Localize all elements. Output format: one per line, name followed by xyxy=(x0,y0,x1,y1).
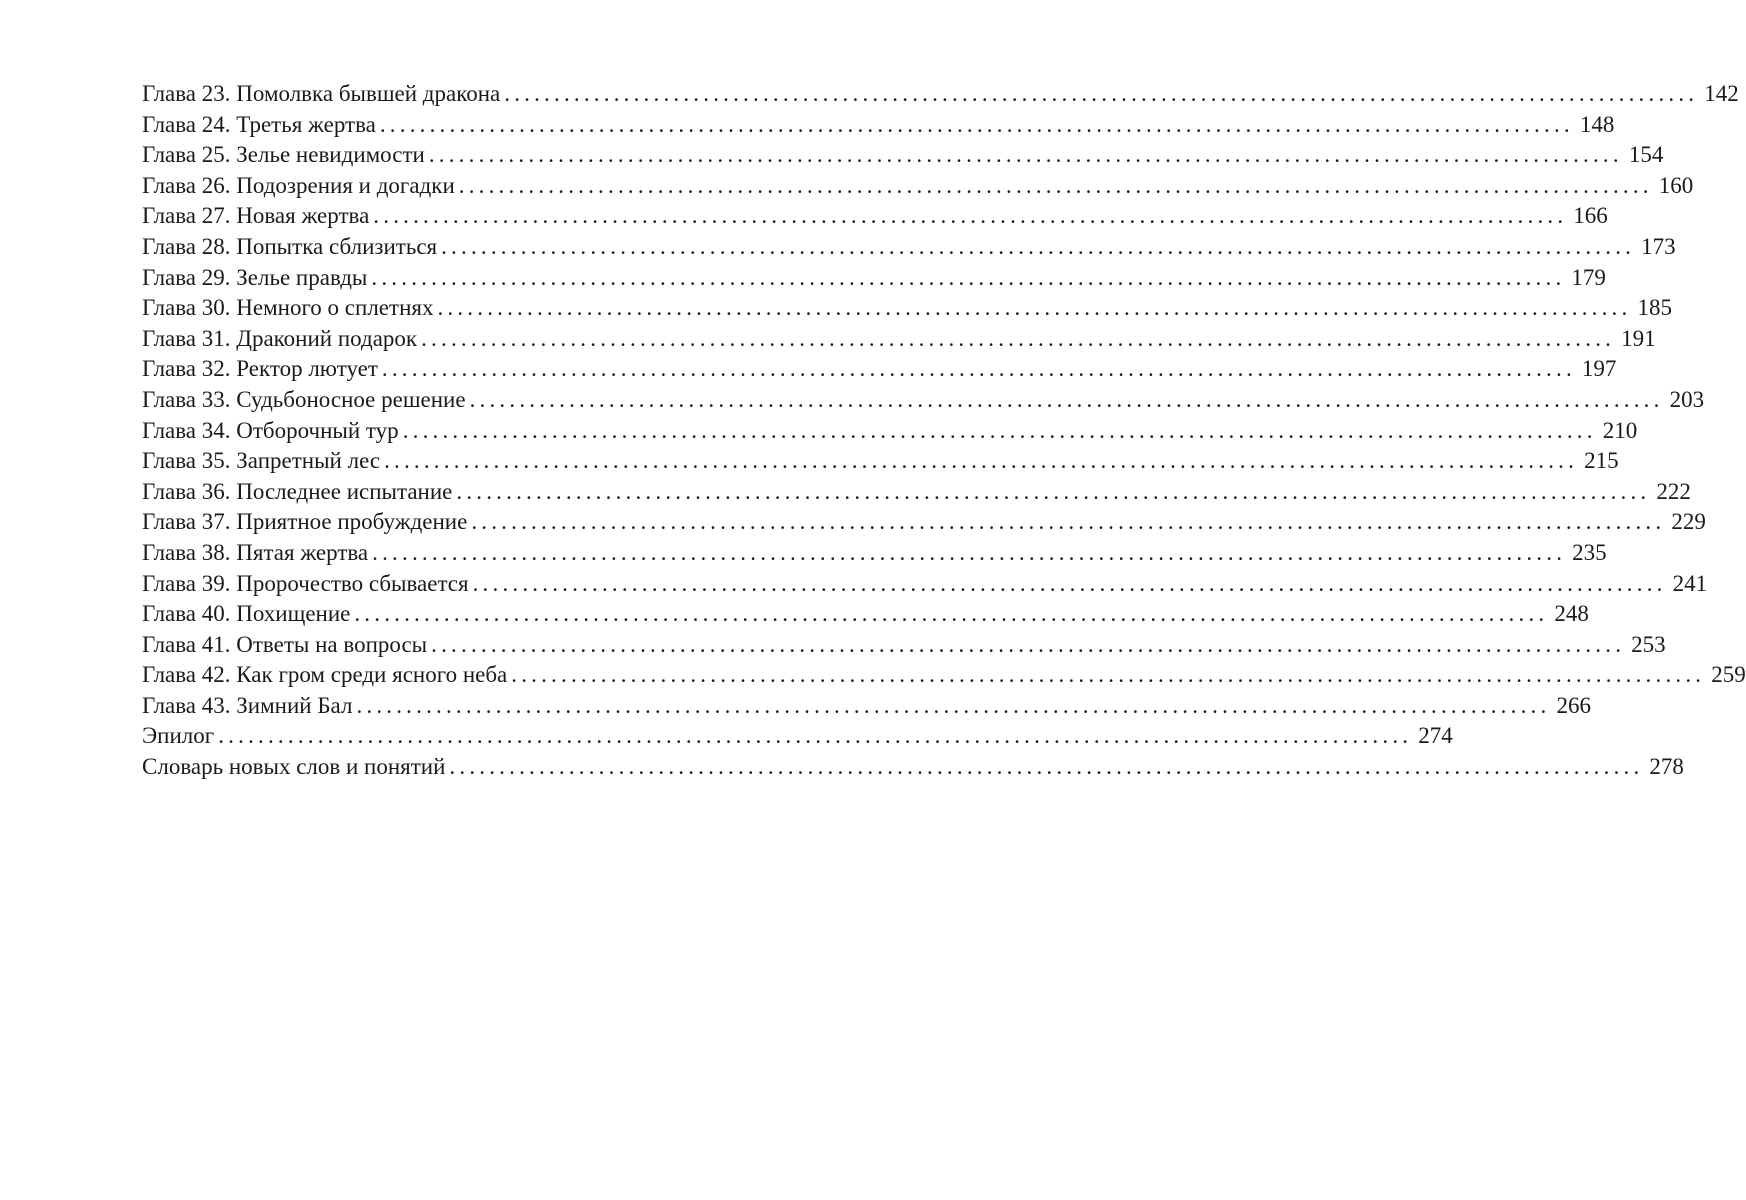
toc-entry-page: 266 xyxy=(1556,692,1591,718)
dot-leader: ........................................................................................................................ xyxy=(381,356,1576,382)
toc-entry-title: Глава 38. Пятая жертва xyxy=(142,539,369,565)
toc-entry-title: Глава 35. Запретный лес xyxy=(142,448,381,474)
toc-entry-title: Глава 28. Попытка сблизиться xyxy=(142,233,438,259)
toc-entry-page: 173 xyxy=(1641,233,1676,259)
toc-entry xyxy=(142,630,1666,661)
toc-entry-page: 160 xyxy=(1658,172,1694,198)
dot-leader: ........................................................................................................................ xyxy=(511,662,1706,688)
toc-entry-title: Глава 23. Помолвка бывшей дракона xyxy=(142,81,501,106)
toc-entry-page: 259 xyxy=(1711,662,1746,688)
toc-entry-title: Глава 41. Ответы на вопросы xyxy=(142,631,428,657)
toc-entry xyxy=(142,171,1694,202)
toc-entry-page: 274 xyxy=(1418,723,1453,749)
toc-entry-title: Глава 36. Последнее испытание xyxy=(142,478,453,504)
dot-leader: ........................................................................................................................ xyxy=(421,325,1616,351)
toc-entry-title: Глава 37. Приятное пробуждение xyxy=(142,509,468,535)
dot-leader: ........................................................................................................................ xyxy=(431,631,1626,657)
toc-entry-title: Эпилог xyxy=(142,723,215,749)
toc-entry xyxy=(142,599,1589,630)
dot-leader: ........................................................................................................................ xyxy=(379,111,1574,137)
toc-entry-page: 148 xyxy=(1579,111,1615,137)
toc-entry-title: Глава 26. Подозрения и догадки xyxy=(142,172,455,198)
toc-entry-page: 248 xyxy=(1554,601,1589,627)
toc-entry-page: 179 xyxy=(1571,264,1606,290)
toc-entry xyxy=(142,477,1691,508)
toc-entry-title: Глава 25. Зелье невидимости xyxy=(142,142,425,168)
toc-entry-page: 253 xyxy=(1631,631,1666,657)
dot-leader: ........................................................................................................................ xyxy=(373,203,1568,229)
toc-entry xyxy=(142,232,1676,263)
toc-entry-title: Глава 32. Ректор лютует xyxy=(142,356,378,382)
toc-entry xyxy=(142,691,1591,722)
toc-entry xyxy=(142,263,1606,294)
toc-entry-title: Глава 34. Отборочный тур xyxy=(142,417,399,443)
toc-entry-title: Глава 42. Как гром среди ясного неба xyxy=(142,662,508,688)
toc-entry-page: 203 xyxy=(1669,386,1705,412)
toc-entry-page: 222 xyxy=(1656,478,1691,504)
toc-entry-title: Глава 27. Новая жертва xyxy=(142,203,370,229)
toc-entry-title: Словарь новых слов и понятий xyxy=(142,754,446,780)
toc-entry xyxy=(142,110,1615,141)
dot-leader: ........................................................................................................................ xyxy=(469,386,1664,412)
toc-entry-page: 154 xyxy=(1628,142,1664,168)
toc-entry xyxy=(142,324,1656,355)
toc-entry-title: Глава 24. Третья жертва xyxy=(142,111,376,137)
toc-entry-title: Глава 40. Похищение xyxy=(142,601,351,627)
dot-leader: ........................................................................................................................ xyxy=(458,172,1653,198)
toc-entry-title: Глава 43. Зимний Бал xyxy=(142,692,353,718)
toc-entry xyxy=(142,507,1706,538)
toc-entry-title: Глава 39. Пророчество сбывается xyxy=(142,570,469,596)
dot-leader: ........................................................................................................................ xyxy=(371,264,1566,290)
toc-entry xyxy=(142,538,1607,569)
toc-entry-title: Глава 31. Драконий подарок xyxy=(142,325,418,351)
toc-entry-page: 229 xyxy=(1671,509,1706,535)
toc-entry-title: Глава 29. Зелье правды xyxy=(142,264,368,290)
toc-entry-page: 241 xyxy=(1672,570,1708,596)
dot-leader: ........................................................................................................................ xyxy=(356,692,1551,718)
toc-entry-page: 185 xyxy=(1637,295,1672,321)
toc-entry xyxy=(142,79,1739,110)
toc-entry xyxy=(142,140,1664,171)
dot-leader: ........................................................................................................................ xyxy=(402,417,1597,443)
dot-leader: ........................................................................................................................ xyxy=(437,295,1632,321)
toc-entry xyxy=(142,293,1672,324)
toc-entry-page: 197 xyxy=(1581,356,1617,382)
dot-leader: ........................................................................................................................ xyxy=(504,81,1699,106)
dot-leader: ........................................................................................................................ xyxy=(354,601,1549,627)
toc-entry xyxy=(142,660,1746,691)
toc-entry xyxy=(142,354,1617,385)
dot-leader: ........................................................................................................................ xyxy=(441,233,1636,259)
dot-leader: ........................................................................................................................ xyxy=(449,754,1644,780)
dot-leader: ........................................................................................................................ xyxy=(218,723,1413,749)
dot-leader: ........................................................................................................................ xyxy=(472,570,1667,596)
toc-entry-page: 166 xyxy=(1573,203,1608,229)
toc-entry xyxy=(142,385,1705,416)
toc-entry xyxy=(142,569,1708,600)
toc-entry xyxy=(142,752,1684,783)
toc-entry xyxy=(142,416,1638,447)
toc-entry-title: Глава 30. Немного о сплетнях xyxy=(142,295,434,321)
toc-entry-page: 142 xyxy=(1704,81,1739,106)
toc-entry-page: 215 xyxy=(1584,448,1619,474)
toc-entry-page: 191 xyxy=(1621,325,1656,351)
toc-entry xyxy=(142,201,1608,232)
dot-leader: ........................................................................................................................ xyxy=(372,539,1567,565)
toc-entry-page: 278 xyxy=(1649,754,1684,780)
dot-leader: ........................................................................................................................ xyxy=(456,478,1651,504)
table-of-contents xyxy=(142,79,1746,783)
toc-entry xyxy=(142,446,1619,477)
dot-leader: ........................................................................................................................ xyxy=(471,509,1666,535)
dot-leader: ........................................................................................................................ xyxy=(428,142,1623,168)
toc-entry-title: Глава 33. Судьбоносное решение xyxy=(142,386,466,412)
dot-leader: ........................................................................................................................ xyxy=(384,448,1579,474)
toc-entry-page: 210 xyxy=(1602,417,1638,443)
toc-entry-page: 235 xyxy=(1572,539,1607,565)
toc-entry xyxy=(142,721,1453,752)
